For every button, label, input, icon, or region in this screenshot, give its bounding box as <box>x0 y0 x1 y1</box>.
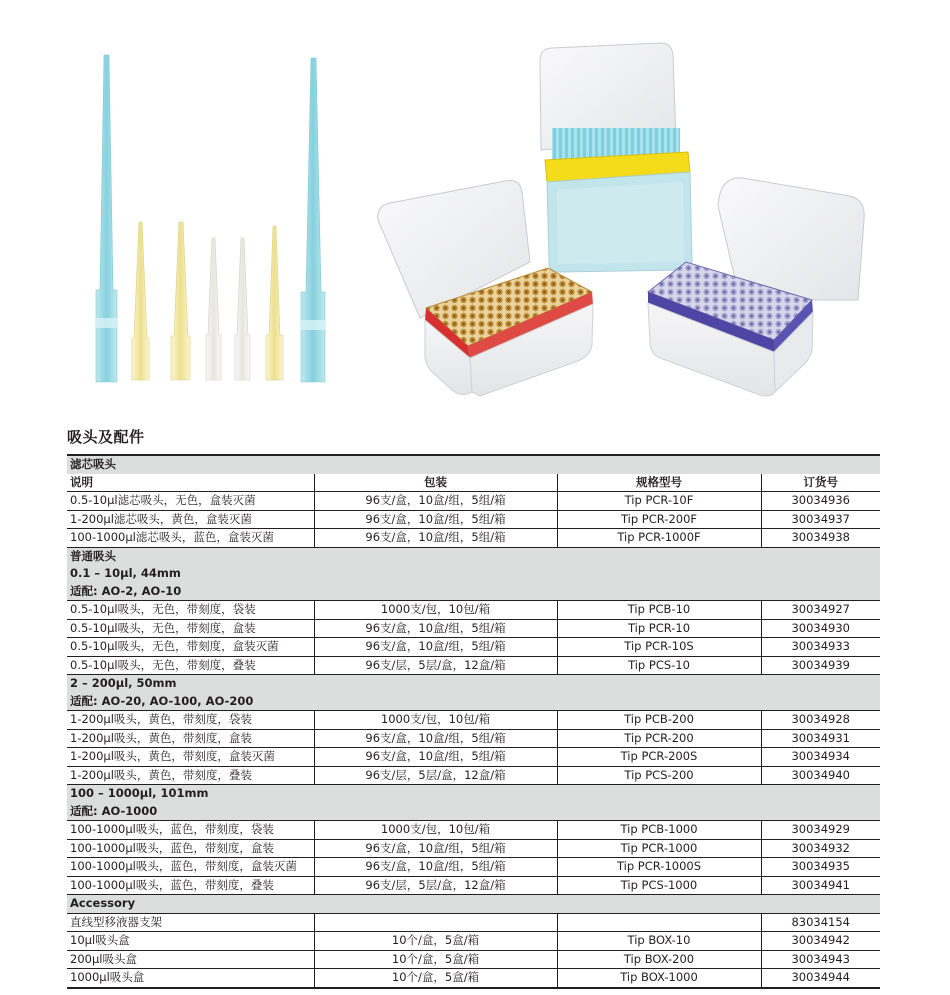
page-title: 吸头及配件 <box>67 428 145 446</box>
model-cell: Tip PCR-10 <box>557 619 761 638</box>
model-cell: Tip PCR-10F <box>557 492 761 511</box>
section-label: 100 – 1000µl, 101mm <box>67 785 880 803</box>
table-row <box>67 932 880 951</box>
model-cell: Tip PCR-1000 <box>557 839 761 858</box>
table-row <box>67 969 880 988</box>
description-cell: 0.5-10µl吸头，无色，带刻度，袋装 <box>67 601 314 620</box>
description-cell: 100-1000µl吸头，蓝色，带刻度，盒装灭菌 <box>67 858 314 877</box>
description-cell: 0.5-10µl吸头，无色，带刻度，盒装 <box>67 619 314 638</box>
section-label: 适配: AO-2, AO-10 <box>67 583 880 601</box>
model-cell: Tip PCS-10 <box>557 656 761 675</box>
packaging-cell: 96支/盒，10盒/组，5组/箱 <box>314 638 557 657</box>
table-row <box>67 619 880 638</box>
order-number-cell: 30034930 <box>761 619 880 638</box>
description-cell: 1-200µl吸头，黄色，带刻度，盒装 <box>67 729 314 748</box>
table-row <box>67 821 880 840</box>
order-number-cell: 30034944 <box>761 969 880 988</box>
table-row <box>67 638 880 657</box>
section-label: 滤芯吸头 <box>67 455 880 474</box>
table-row <box>67 492 880 511</box>
order-number-cell: 30034940 <box>761 766 880 785</box>
table-row <box>67 601 880 620</box>
order-number-cell: 30034935 <box>761 858 880 877</box>
order-number-cell: 30034929 <box>761 821 880 840</box>
column-header: 订货号 <box>761 474 880 492</box>
model-cell: Tip PCB-10 <box>557 601 761 620</box>
description-cell: 0.5-10µl吸头，无色，带刻度，盒装灭菌 <box>67 638 314 657</box>
packaging-cell: 96支/盒，10盒/组，5组/箱 <box>314 729 557 748</box>
table-row <box>67 529 880 548</box>
packaging-cell: 96支/盒，10盒/组，5组/箱 <box>314 510 557 529</box>
table-row <box>67 748 880 767</box>
order-number-cell: 30034942 <box>761 932 880 951</box>
model-cell <box>557 913 761 932</box>
packaging-cell: 96支/盒，10盒/组，5组/箱 <box>314 619 557 638</box>
product-table <box>67 454 880 989</box>
model-cell: Tip BOX-200 <box>557 950 761 969</box>
description-cell: 0.5-10µl滤芯吸头，无色，盒装灭菌 <box>67 492 314 511</box>
column-header: 包装 <box>314 474 557 492</box>
packaging-cell: 10个/盒，5盒/箱 <box>314 932 557 951</box>
packaging-cell: 10个/盒，5盒/箱 <box>314 950 557 969</box>
section-row <box>67 547 880 565</box>
description-cell: 1-200µl吸头，黄色，带刻度，盒装灭菌 <box>67 748 314 767</box>
table-row <box>67 876 880 895</box>
table-row <box>67 766 880 785</box>
section-row <box>67 803 880 821</box>
column-header: 说明 <box>67 474 314 492</box>
order-number-cell: 30034927 <box>761 601 880 620</box>
table-header-row <box>67 474 880 492</box>
description-cell: 100-1000µl滤芯吸头，蓝色，盒装灭菌 <box>67 529 314 548</box>
description-cell: 直线型移液器支架 <box>67 913 314 932</box>
description-cell: 100-1000µl吸头，蓝色，带刻度，叠装 <box>67 876 314 895</box>
section-label: 适配: AO-20, AO-100, AO-200 <box>67 693 880 711</box>
model-cell: Tip PCR-1000F <box>557 529 761 548</box>
section-label: 普通吸头 <box>67 547 880 565</box>
section-label: Accessory <box>67 895 880 914</box>
packaging-cell: 96支/层，5层/盒，12盒/箱 <box>314 656 557 675</box>
table-row <box>67 913 880 932</box>
table-row <box>67 729 880 748</box>
order-number-cell: 30034939 <box>761 656 880 675</box>
description-cell: 100-1000µl吸头，蓝色，带刻度，盒装 <box>67 839 314 858</box>
order-number-cell: 30034936 <box>761 492 880 511</box>
model-cell: Tip BOX-1000 <box>557 969 761 988</box>
order-number-cell: 30034928 <box>761 711 880 730</box>
section-row <box>67 785 880 803</box>
order-number-cell: 30034932 <box>761 839 880 858</box>
model-cell: Tip PCR-200 <box>557 729 761 748</box>
section-row <box>67 583 880 601</box>
order-number-cell: 30034943 <box>761 950 880 969</box>
packaging-cell: 96支/盒，10盒/组，5组/箱 <box>314 839 557 858</box>
model-cell: Tip PCR-200F <box>557 510 761 529</box>
table-row <box>67 510 880 529</box>
description-cell: 1000µl吸头盒 <box>67 969 314 988</box>
order-number-cell: 30034931 <box>761 729 880 748</box>
order-number-cell: 30034938 <box>761 529 880 548</box>
model-cell: Tip BOX-10 <box>557 932 761 951</box>
model-cell: Tip PCS-200 <box>557 766 761 785</box>
section-row <box>67 565 880 583</box>
packaging-cell: 96支/盒，10盒/组，5组/箱 <box>314 529 557 548</box>
section-row <box>67 693 880 711</box>
packaging-cell: 96支/盒，10盒/组，5组/箱 <box>314 492 557 511</box>
order-number-cell: 83034154 <box>761 913 880 932</box>
section-row <box>67 895 880 914</box>
packaging-cell <box>314 913 557 932</box>
column-header: 规格型号 <box>557 474 761 492</box>
section-label: 0.1 – 10µl, 44mm <box>67 565 880 583</box>
order-number-cell: 30034934 <box>761 748 880 767</box>
table-row <box>67 950 880 969</box>
packaging-cell: 10个/盒，5盒/箱 <box>314 969 557 988</box>
model-cell: Tip PCR-10S <box>557 638 761 657</box>
table-row <box>67 711 880 730</box>
product-table-body <box>67 455 880 988</box>
section-label: 2 – 200µl, 50mm <box>67 675 880 693</box>
description-cell: 1-200µl吸头，黄色，带刻度，叠装 <box>67 766 314 785</box>
table-row <box>67 858 880 877</box>
model-cell: Tip PCB-1000 <box>557 821 761 840</box>
table-row <box>67 656 880 675</box>
description-cell: 100-1000µl吸头，蓝色，带刻度，袋装 <box>67 821 314 840</box>
section-label: 适配: AO-1000 <box>67 803 880 821</box>
order-number-cell: 30034937 <box>761 510 880 529</box>
model-cell: Tip PCR-200S <box>557 748 761 767</box>
packaging-cell: 1000支/包，10包/箱 <box>314 601 557 620</box>
packaging-cell: 1000支/包，10包/箱 <box>314 821 557 840</box>
order-number-cell: 30034933 <box>761 638 880 657</box>
model-cell: Tip PCS-1000 <box>557 876 761 895</box>
description-cell: 1-200µl吸头，黄色，带刻度，袋装 <box>67 711 314 730</box>
model-cell: Tip PCB-200 <box>557 711 761 730</box>
table-row <box>67 839 880 858</box>
section-row <box>67 675 880 693</box>
packaging-cell: 96支/盒，10盒/组，5组/箱 <box>314 858 557 877</box>
tip-rack-blue <box>540 43 692 272</box>
pipette-tips <box>95 55 326 382</box>
model-cell: Tip PCR-1000S <box>557 858 761 877</box>
description-cell: 0.5-10µl吸头，无色，带刻度，叠装 <box>67 656 314 675</box>
description-cell: 1-200µl滤芯吸头，黄色，盒装灭菌 <box>67 510 314 529</box>
description-cell: 10µl吸头盒 <box>67 932 314 951</box>
order-number-cell: 30034941 <box>761 876 880 895</box>
packaging-cell: 96支/层，5层/盒，12盒/箱 <box>314 876 557 895</box>
packaging-cell: 96支/盒，10盒/组，5组/箱 <box>314 748 557 767</box>
packaging-cell: 1000支/包，10包/箱 <box>314 711 557 730</box>
section-row <box>67 455 880 474</box>
packaging-cell: 96支/层，5层/盒，12盒/箱 <box>314 766 557 785</box>
product-illustration <box>0 0 950 420</box>
description-cell: 200µl吸头盒 <box>67 950 314 969</box>
